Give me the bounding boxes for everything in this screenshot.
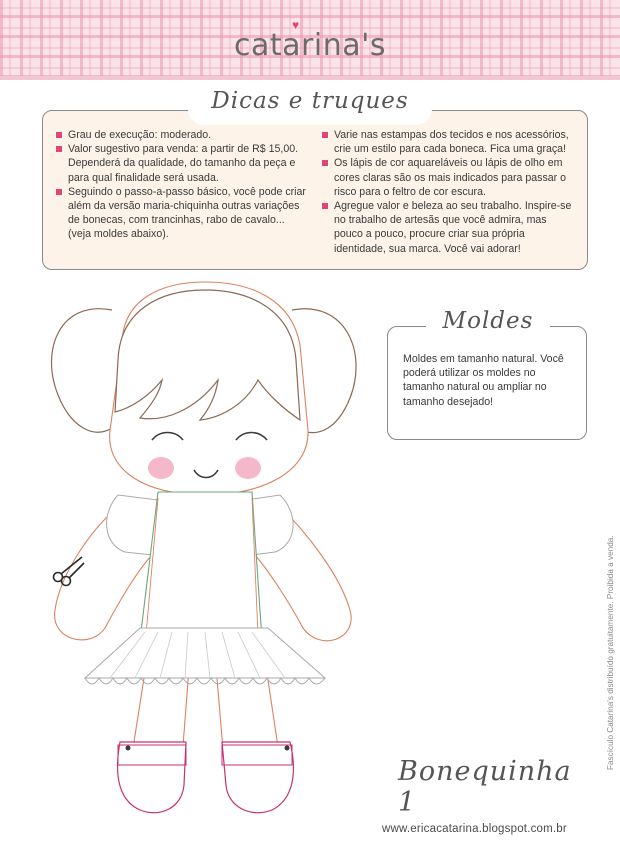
right-shoe (222, 742, 293, 813)
list-item: Grau de execução: moderado. (56, 128, 308, 142)
left-shoe-button (126, 746, 131, 751)
skirt-scallop (85, 678, 325, 684)
heart-icon: ♥ (292, 18, 300, 32)
list-item: Seguindo o passo-a-passo básico, você pode criar além da versão maria-chiquinha outras variações de bonecas, com trancinhas, rabo de cavalo... (veja moldes abaixo). (56, 185, 308, 242)
bullet-icon (56, 146, 62, 152)
bullet-icon (322, 203, 328, 209)
list-item: Agregue valor e beleza ao seu trabalho. Inspire-se no trabalho de artesãs que você admira, mas pouco a pouco, procure criar sua própria identidade, sua marca. Você vai adorar! (322, 199, 578, 256)
list-item: Os lápis de cor aquareláveis ou lápis de olho em cores claras são os mais indicados para passar o risco para o feltro de cor escura. (322, 156, 578, 199)
list-item: Valor sugestivo para venda: a partir de R$ 15,00. Dependerá da qualidade, do tamanho da peça e para qual finalidade será usada. (56, 142, 308, 185)
tips-right-column (322, 128, 578, 256)
molds-text: Moldes em tamanho natural. Você poderá utilizar os moldes no tamanho natural ou ampliar no tamanho desejado! (403, 353, 564, 408)
side-note: Fascículo Catarina's distribuído gratuitamente. Proibida a venda. (606, 535, 615, 770)
left-shoe (117, 742, 186, 813)
tips-left-column (56, 128, 308, 242)
dress-bodice (140, 492, 262, 640)
right-shoe-button (285, 746, 290, 751)
molds-title: Moldes (442, 308, 534, 334)
doll-pattern-illustration (0, 270, 380, 830)
right-cheek (235, 457, 261, 479)
bullet-icon (322, 160, 328, 166)
header-band (0, 76, 620, 80)
brand-logo: catarina's (234, 28, 386, 63)
pattern-name: Bonequinha 1 (398, 756, 572, 818)
list-item: Varie nas estampas dos tecidos e nos acessórios, crie um estilo para cada boneca. Fica uma graça! (322, 128, 578, 156)
bullet-icon (56, 189, 62, 195)
footer-url[interactable]: www.ericacatarina.blogspot.com.br (382, 823, 567, 835)
tips-title: Dicas e truques (211, 88, 409, 114)
left-cheek (148, 457, 174, 479)
left-pigtail (52, 309, 112, 432)
bullet-icon (56, 132, 62, 138)
bullet-icon (322, 132, 328, 138)
